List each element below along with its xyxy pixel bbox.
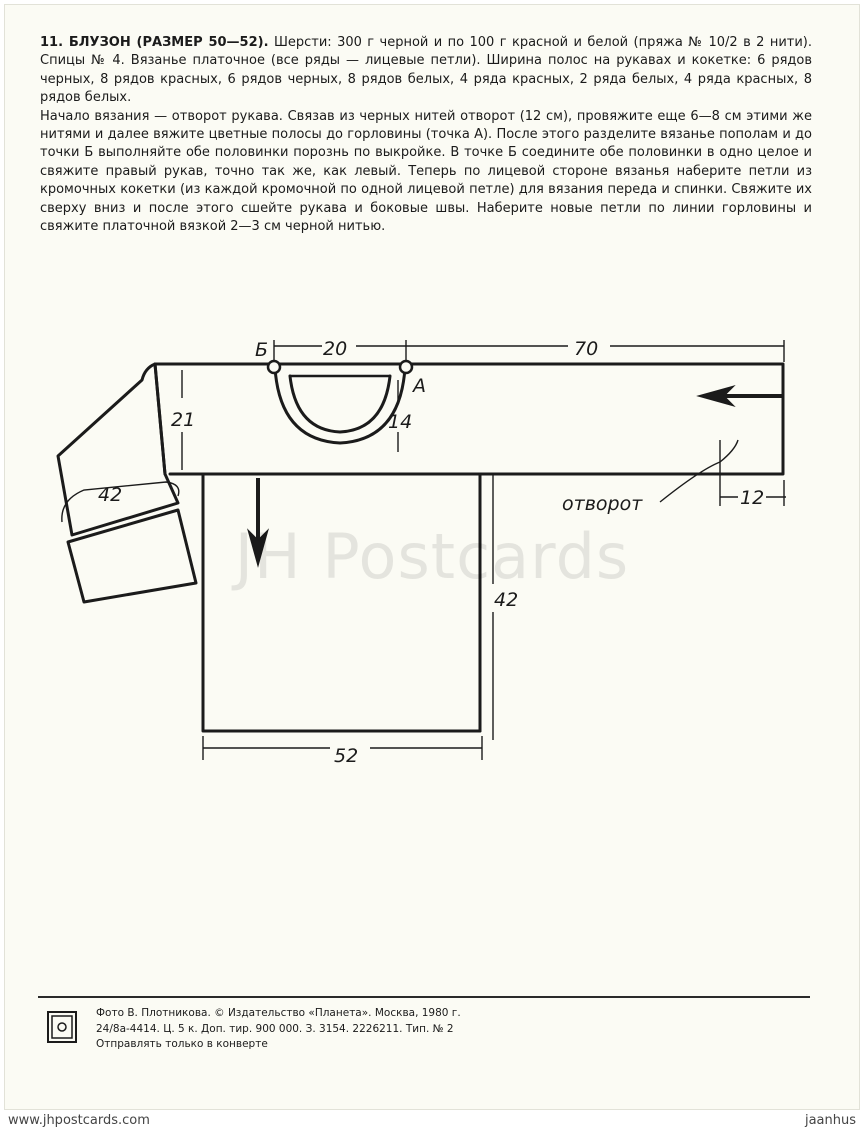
publisher-imprint: [96, 1006, 461, 1053]
body-length-dimension: 42: [494, 589, 519, 611]
neck-depth-dimension: 14: [388, 411, 413, 433]
publisher-logo-icon: [46, 1010, 78, 1044]
yoke-outline: [155, 364, 783, 474]
instructions-paragraph-2: Начало вязания — отворот рукава. Связав из черных нитей отворот (12 см), провяжите еще 6—8 см этими же нитями и далее вяжите цветные полосы до горловины (точка А). После этого разделите вязанье пополам и до точки Б выполняйте обе половинки порознь по выкройке. В точке Б соедините обе половинки в одно целое и свяжите правый рукав, точно так же, как левый. Теперь по лицевой стороне вязанья наберите петли из кромочных кокетки (из каждой кромочной по одной лицевой петле) для вязания переда и спинки. Свяжите их сверху вниз и после этого сшейте рукава и боковые швы. Наберите новые петли по линии горловины и свяжите платочной вязкой 2—3 см черной нитью.: [40, 108, 812, 235]
imprint-line-3: Отправлять только в конверте: [96, 1038, 268, 1051]
neck-width-dimension: 20: [323, 338, 348, 360]
source-site-left: www.jhpostcards.com: [8, 1113, 150, 1128]
point-b-label: Б: [255, 339, 269, 361]
cuff-label: отворот: [562, 493, 643, 515]
body-width-dimension: 52: [334, 745, 359, 767]
watermark: JH Postcards: [234, 520, 630, 593]
source-site-right: jaanhus: [804, 1113, 856, 1128]
imprint-line-2: 24/8а-4414. Ц. 5 к. Доп. тир. 900 000. З. 3154. 2226211. Тип. № 2: [96, 1022, 454, 1035]
yoke-height-dimension: 21: [171, 409, 196, 431]
point-b-marker: [268, 361, 280, 373]
left-sleeve-outline: [58, 364, 178, 535]
sleeve-width-dimension: 42: [98, 484, 123, 506]
neckline-inner: [290, 376, 390, 432]
point-a-marker: [400, 361, 412, 373]
materials-text: Шерсти: 300 г черной и по 100 г красной и белой (пряжа № 10/2 в 2 нити). Спицы № 4. Вязанье платочное (все ряды — лицевые петли). Ширина полос на рукавах и кокетке: 6 рядов черных, 8 рядов красных, 6 рядов черных, 8 рядов белых, 4 ряда красных, 2 ряда белых, 4 ряда красных, 8 рядов белых.: [40, 35, 812, 106]
pattern-title: 11. БЛУЗОН (РАЗМЕР 50—52).: [40, 35, 269, 50]
sleeve-fold-line: [155, 364, 165, 474]
body-outline: [203, 474, 480, 731]
imprint-line-1: Фото В. Плотникова. © Издательство «Планета». Москва, 1980 г.: [96, 1007, 461, 1019]
footer-divider: [38, 996, 810, 998]
point-a-label: А: [413, 375, 426, 397]
sleeve-length-dimension: 70: [574, 338, 599, 360]
cuff-dimension: 12: [740, 487, 765, 509]
